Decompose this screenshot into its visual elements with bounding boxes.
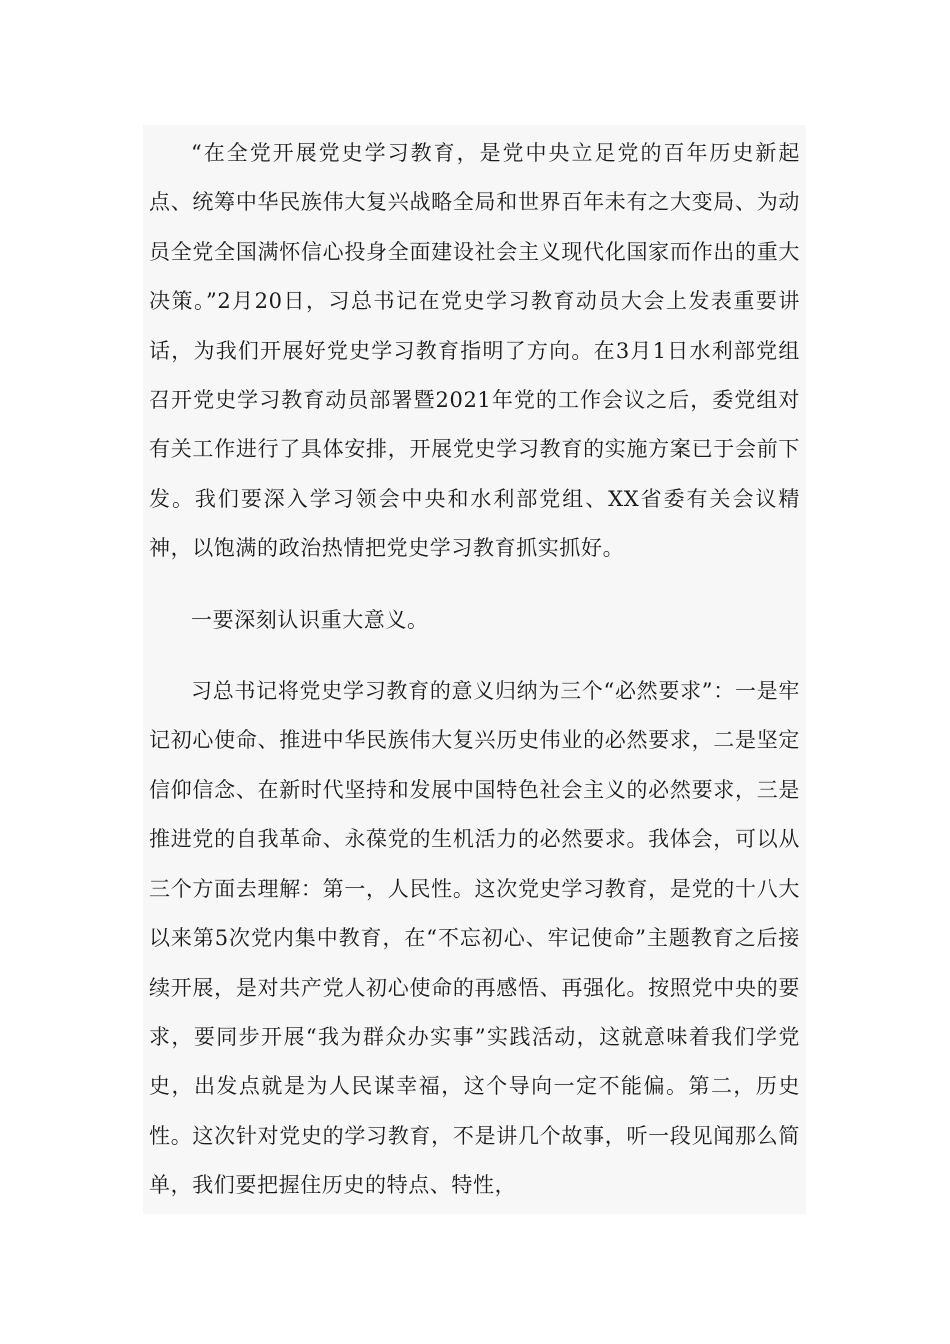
- section-heading: 一要深刻认识重大意义。: [191, 607, 429, 632]
- paragraph-significance: 习总书记将党史学习教育的意义归纳为三个“必然要求”：一是牢记初心使命、推进中华民族伟大复兴历史伟业的必然要求，二是坚定信仰信念、在新时代坚持和发展中国特色社会主义的必然要求，三是推进党的自我革命、永葆党的生机活力的必然要求。我体会，可以从三个方面去理解：第一，人民性。这次党史学习教育，是党的十八大以来第5次党内集中教育，在“不忘初心、牢记使命”主题教育之后接续开展，是对共产党人初心使命的再感悟、再强化。按照党中央的要求，要同步开展“我为群众办实事”实践活动，这就意味着我们学党史，出发点就是为人民谋幸福，这个导向一定不能偏。第二，历史性。这次针对党史的学习教育，不是讲几个故事，听一段见闻那么简单，我们要把握住历史的特点、特性，: [149, 679, 800, 1198]
- document-body: [143, 125, 806, 1214]
- paragraph-intro: “在全党开展党史学习教育，是党中央立足党的百年历史新起点、统筹中华民族伟大复兴战略全局和世界百年未有之大变局、为动员全党全国满怀信心投身全面建设社会主义现代化国家而作出的重大决策。”2月20日，习总书记在党史学习教育动员大会上发表重要讲话，为我们开展好党史学习教育指明了方向。在3月1日水利部党组召开党史学习教育动员部署暨2021年党的工作会议之后，委党组对有关工作进行了具体安排，开展党史学习教育的实施方案已于会前下发。我们要深入学习领会中央和水利部党组、XX省委有关会议精神，以饱满的政治热情把党史学习教育抓实抓好。: [149, 141, 800, 561]
